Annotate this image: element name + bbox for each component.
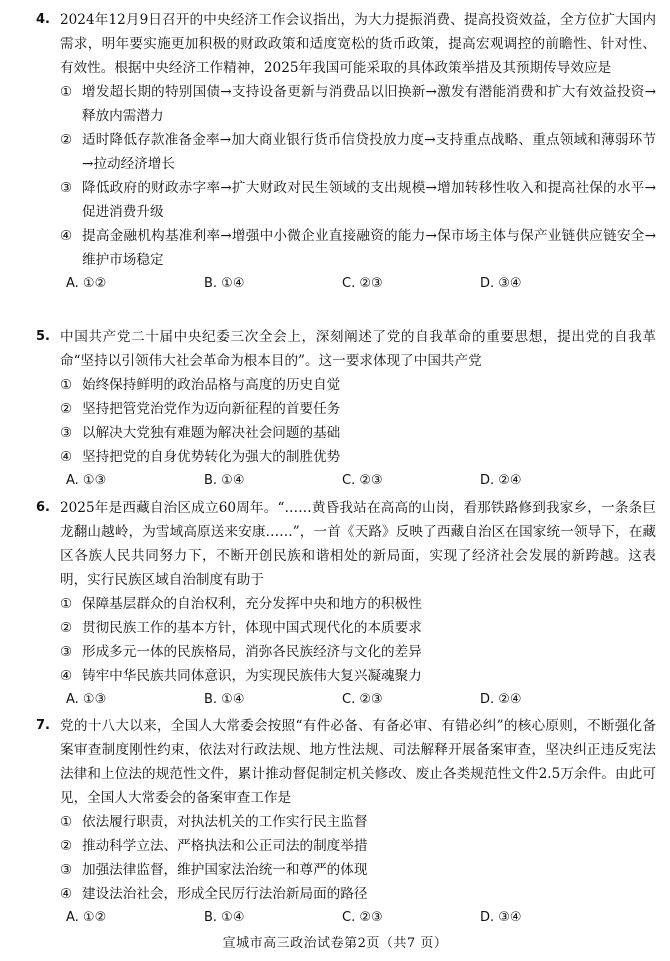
statement-mark: ① xyxy=(60,814,73,830)
statement-2 xyxy=(60,128,656,176)
answer-choices xyxy=(60,469,656,493)
statement-2 xyxy=(60,834,656,858)
question-stem: 党的十八大以来，全国人大常委会按照“有件必备、有备必审、有错必纠”的核心原则，不断强化备案审查制度刚性约束，依法对行政法规、地方性法规、司法解释开展备案审查，坚决纠正违反宪法法律和上位法的规范性文件，累计推动督促制定机关修改、废止各类规范性文件2.5万余件。由此可见，全国人大常委会的备案审查工作是 xyxy=(60,718,656,806)
statement-3 xyxy=(60,176,656,224)
choice-a: A. ①③ xyxy=(66,692,107,707)
statement-1 xyxy=(60,810,656,834)
question-stem: 2024年12月9日召开的中央经济工作会议指出，为大力提振消费、提高投资效益，全方位扩大国内需求，明年要实施更加积极的财政政策和适度宽松的货币政策，提高宏观调控的前瞻性、针对性、有效性。根据中央经济工作精神，2025年我国可能采取的具体政策举措及其预期传导效应是 xyxy=(60,12,656,76)
statement-text: 以解决大党独有难题为解决社会问题的基础 xyxy=(82,425,341,441)
statement-text: 降低政府的财政赤字率→扩大财政对民生领域的支出规模→增加转移性收入和提高社保的水平→促进消费升级 xyxy=(82,180,656,220)
question-number: 4. xyxy=(36,12,50,27)
choice-c: C. ②③ xyxy=(342,910,383,925)
choice-c: C. ②③ xyxy=(342,276,383,291)
statement-text: 贯彻民族工作的基本方针，体现中国式现代化的本质要求 xyxy=(82,620,422,636)
statement-mark: ② xyxy=(60,132,73,148)
statement-mark: ③ xyxy=(60,862,73,878)
statement-4 xyxy=(60,882,656,906)
question-6 xyxy=(0,496,670,712)
question-stem: 2025年是西藏自治区成立60周年。“……黄昏我站在高高的山岗，看那铁路修到我家乡，一条条巨龙翻山越岭，为雪域高原送来安康……”，一首《天路》反映了西藏自治区在国家统一领导下，在藏区各族人民共同努力下，不断开创民族和谐相处的新局面，实现了经济社会发展的新跨越。这表明，实行民族区域自治制度有助于 xyxy=(60,500,656,588)
choice-d: D. ②④ xyxy=(480,692,522,707)
statement-text: 提高金融机构基准利率→增强中小微企业直接融资的能力→保市场主体与保产业链供应链安全→维护市场稳定 xyxy=(82,228,656,268)
answer-choices xyxy=(60,906,656,930)
statement-text: 坚持把党的自身优势转化为强大的制胜优势 xyxy=(82,449,341,465)
choice-b: B. ①④ xyxy=(204,276,245,291)
statement-mark: ③ xyxy=(60,644,73,660)
choice-d: D. ②④ xyxy=(480,473,522,488)
statement-text: 增发超长期的特别国债→支持设备更新与消费品以旧换新→激发有潜能消费和扩大有效益投资→释放内需潜力 xyxy=(82,84,656,124)
statement-mark: ③ xyxy=(60,180,73,196)
statement-3 xyxy=(60,858,656,882)
statement-text: 建设法治社会，形成全民厉行法治新局面的路径 xyxy=(82,886,368,902)
page-footer: 宣城市高三政治试卷第2页（共7 页） xyxy=(222,936,448,951)
choice-b: B. ①④ xyxy=(204,910,245,925)
choice-d: D. ③④ xyxy=(480,910,522,925)
question-5 xyxy=(0,325,670,493)
statement-2 xyxy=(60,397,656,421)
statement-text: 始终保持鲜明的政治品格与高度的历史自觉 xyxy=(82,377,341,393)
statement-1 xyxy=(60,80,656,128)
statement-mark: ② xyxy=(60,620,73,636)
statement-text: 推动科学立法、严格执法和公正司法的制度举措 xyxy=(82,838,368,854)
statement-mark: ④ xyxy=(60,668,73,684)
choice-c: C. ②③ xyxy=(342,473,383,488)
statement-4 xyxy=(60,664,656,688)
statement-mark: ④ xyxy=(60,886,73,902)
statement-mark: ① xyxy=(60,596,73,612)
question-number: 5. xyxy=(36,329,50,344)
choice-a: A. ①② xyxy=(66,276,107,291)
statement-mark: ① xyxy=(60,377,73,393)
statement-text: 依法履行职责，对执法机关的工作实行民主监督 xyxy=(82,814,368,830)
choice-a: A. ①③ xyxy=(66,473,107,488)
statement-text: 加强法律监督，维护国家法治统一和尊严的体现 xyxy=(82,862,368,878)
question-4 xyxy=(0,8,670,296)
statement-mark: ① xyxy=(60,84,73,100)
statement-mark: ③ xyxy=(60,425,73,441)
question-number: 6. xyxy=(36,500,50,515)
choice-a: A. ①② xyxy=(66,910,107,925)
statement-text: 保障基层群众的自治权利，充分发挥中央和地方的积极性 xyxy=(82,596,422,612)
statement-3 xyxy=(60,421,656,445)
choice-c: C. ②③ xyxy=(342,692,383,707)
question-7 xyxy=(0,714,670,930)
statement-text: 适时降低存款准备金率→加大商业银行货币信贷投放力度→支持重点战略、重点领域和薄弱环节→拉动经济增长 xyxy=(82,132,656,172)
answer-choices xyxy=(60,272,656,296)
statement-mark: ② xyxy=(60,838,73,854)
statement-text: 形成多元一体的民族格局，消弥各民族经济与文化的差异 xyxy=(82,644,422,660)
choice-b: B. ①④ xyxy=(204,473,245,488)
statement-text: 坚持把管党治党作为迈向新征程的首要任务 xyxy=(82,401,341,417)
question-number: 7. xyxy=(36,718,50,733)
statement-1 xyxy=(60,592,656,616)
statement-mark: ④ xyxy=(60,228,73,244)
statement-mark: ② xyxy=(60,401,73,417)
statement-3 xyxy=(60,640,656,664)
answer-choices xyxy=(60,688,656,712)
statement-text: 铸牢中华民族共同体意识，为实现民族伟大复兴凝魂聚力 xyxy=(82,668,422,684)
statement-mark: ④ xyxy=(60,449,73,465)
statement-1 xyxy=(60,373,656,397)
statement-4 xyxy=(60,224,656,272)
statement-4 xyxy=(60,445,656,469)
choice-b: B. ①④ xyxy=(204,692,245,707)
statement-2 xyxy=(60,616,656,640)
question-stem: 中国共产党二十届中央纪委三次全会上，深刻阐述了党的自我革命的重要思想，提出党的自我革命“坚持以引领伟大社会革命为根本目的”。这一要求体现了中国共产党 xyxy=(60,329,656,369)
choice-d: D. ③④ xyxy=(480,276,522,291)
